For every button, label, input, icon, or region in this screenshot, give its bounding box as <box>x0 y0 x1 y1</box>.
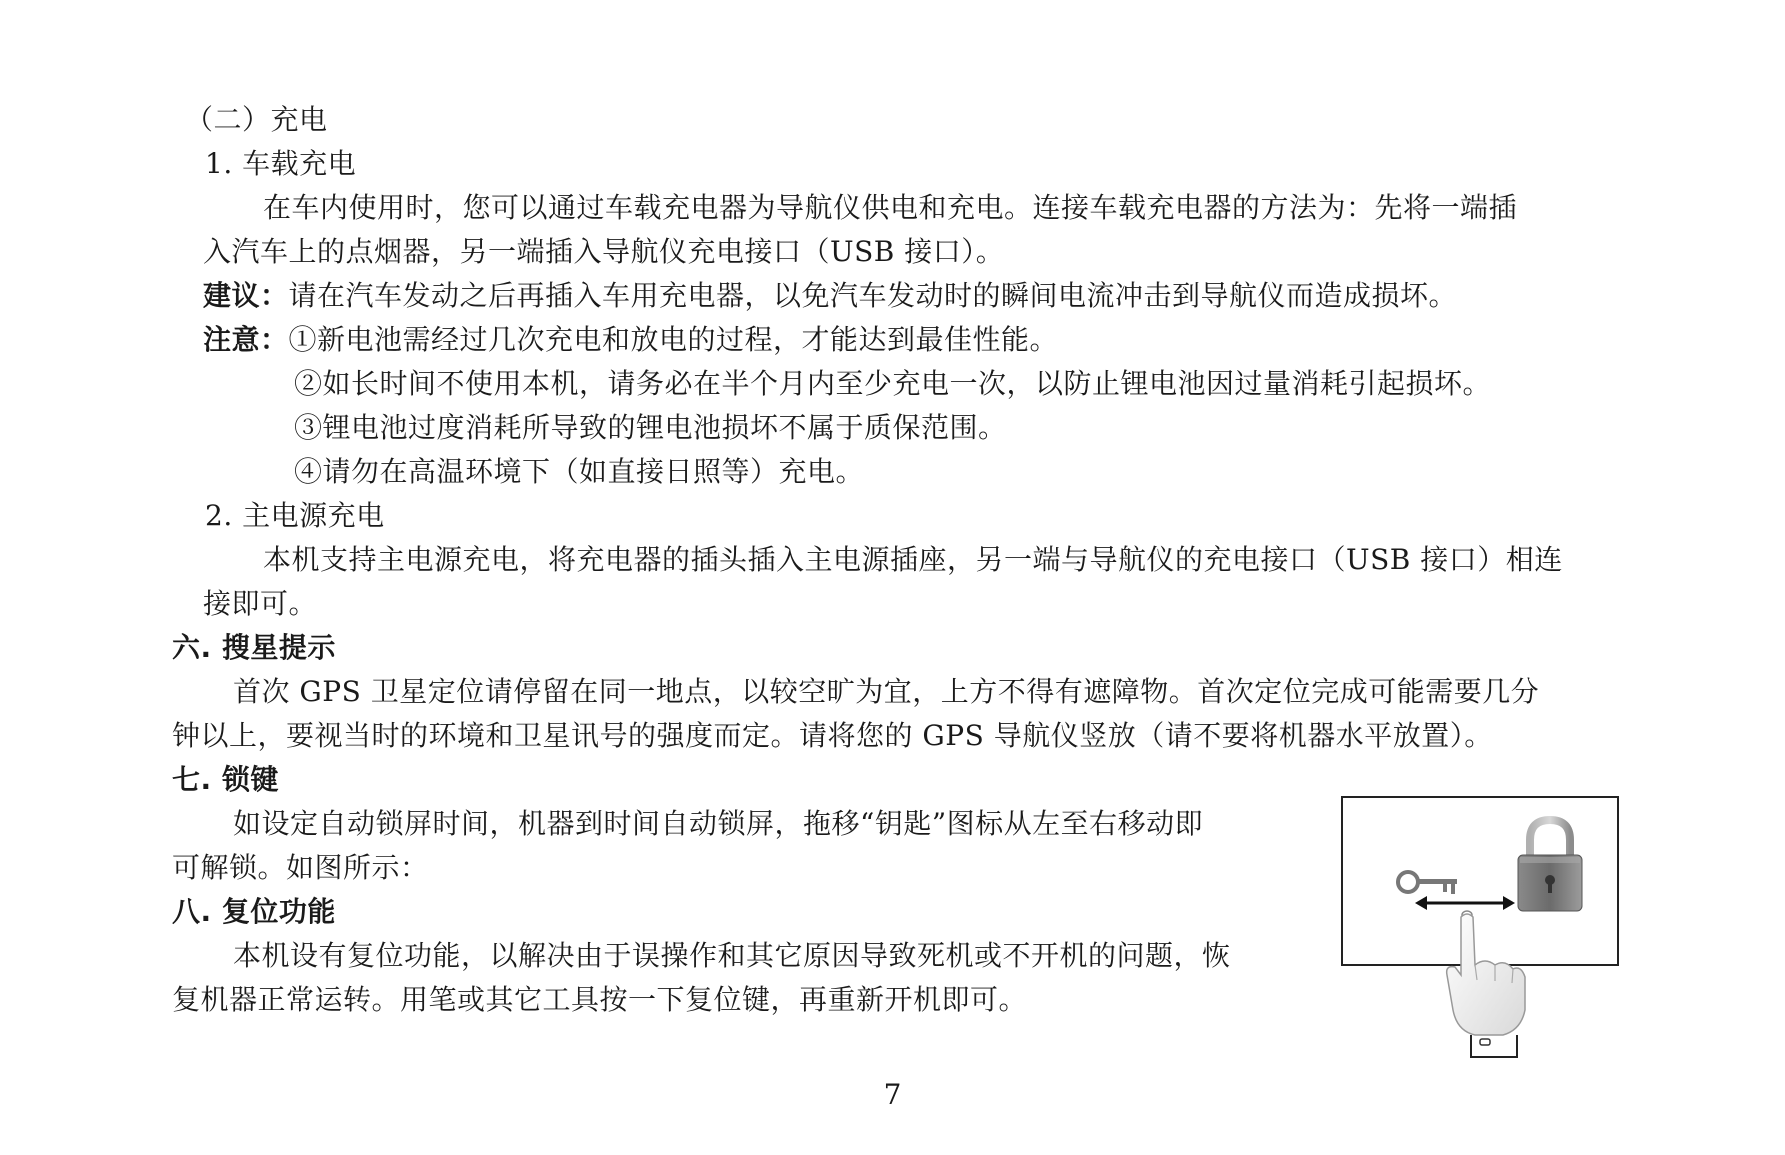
paragraph-line: 首次 GPS 卫星定位请停留在同一地点，以较空旷为宜，上方不得有遮障物。首次定位完成可能需要几分 <box>233 675 1540 708</box>
advice-label: 建议： <box>203 279 289 312</box>
paragraph-line: 复机器正常运转。用笔或其它工具按一下复位键，再重新开机即可。 <box>172 983 1028 1016</box>
note-line <box>203 320 1058 360</box>
subsection-title-1: 1. 车载充电 <box>205 147 357 180</box>
padlock-icon <box>1518 820 1582 911</box>
note-item: ②如长时间不使用本机，请务必在半个月内至少充电一次，以防止锂电池因过量消耗引起损坏。 <box>294 367 1492 400</box>
key-icon <box>1398 872 1457 894</box>
paragraph-line: 如设定自动锁屏时间，机器到时间自动锁屏，拖移“钥匙”图标从左至右移动即 <box>233 807 1204 840</box>
double-arrow-icon <box>1415 896 1515 910</box>
advice-line <box>203 276 1457 316</box>
paragraph-line: 可解锁。如图所示： <box>172 851 429 884</box>
section-heading-7: 七. 锁键 <box>172 763 279 796</box>
paragraph-line: 在车内使用时，您可以通过车载充电器为导航仪供电和充电。连接车载充电器的方法为：先将一端插 <box>263 191 1518 224</box>
note-item: ③锂电池过度消耗所导致的锂电池损坏不属于质保范围。 <box>294 411 1007 444</box>
section-title: （二）充电 <box>185 103 328 136</box>
page-number: 7 <box>883 1078 902 1111</box>
advice-text: 请在汽车发动之后再插入车用充电器，以免汽车发动时的瞬间电流冲击到导航仪而造成损坏。 <box>288 279 1458 312</box>
note-label: 注意： <box>203 323 289 356</box>
paragraph-line: 钟以上，要视当时的环境和卫星讯号的强度而定。请将您的 GPS 导航仪竖放（请不要将机器水平放置）。 <box>172 719 1493 752</box>
paragraph-line: 本机设有复位功能，以解决由于误操作和其它原因导致死机或不开机的问题，恢 <box>233 939 1231 972</box>
paragraph-line: 本机支持主电源充电，将充电器的插头插入主电源插座，另一端与导航仪的充电接口（USB 接口）相连 <box>263 543 1563 576</box>
paragraph-line: 接即可。 <box>203 587 318 620</box>
unlock-figure <box>1335 795 1625 1065</box>
note-item: ④请勿在高温环境下（如直接日照等）充电。 <box>294 455 865 488</box>
pointing-hand-icon <box>1447 911 1525 1057</box>
paragraph-line: 入汽车上的点烟器，另一端插入导航仪充电接口（USB 接口）。 <box>203 235 1005 268</box>
subsection-title-2: 2. 主电源充电 <box>205 499 385 532</box>
note-item: ①新电池需经过几次充电和放电的过程，才能达到最佳性能。 <box>288 323 1059 356</box>
section-heading-6: 六. 搜星提示 <box>172 631 336 664</box>
section-heading-8: 八. 复位功能 <box>172 895 336 928</box>
